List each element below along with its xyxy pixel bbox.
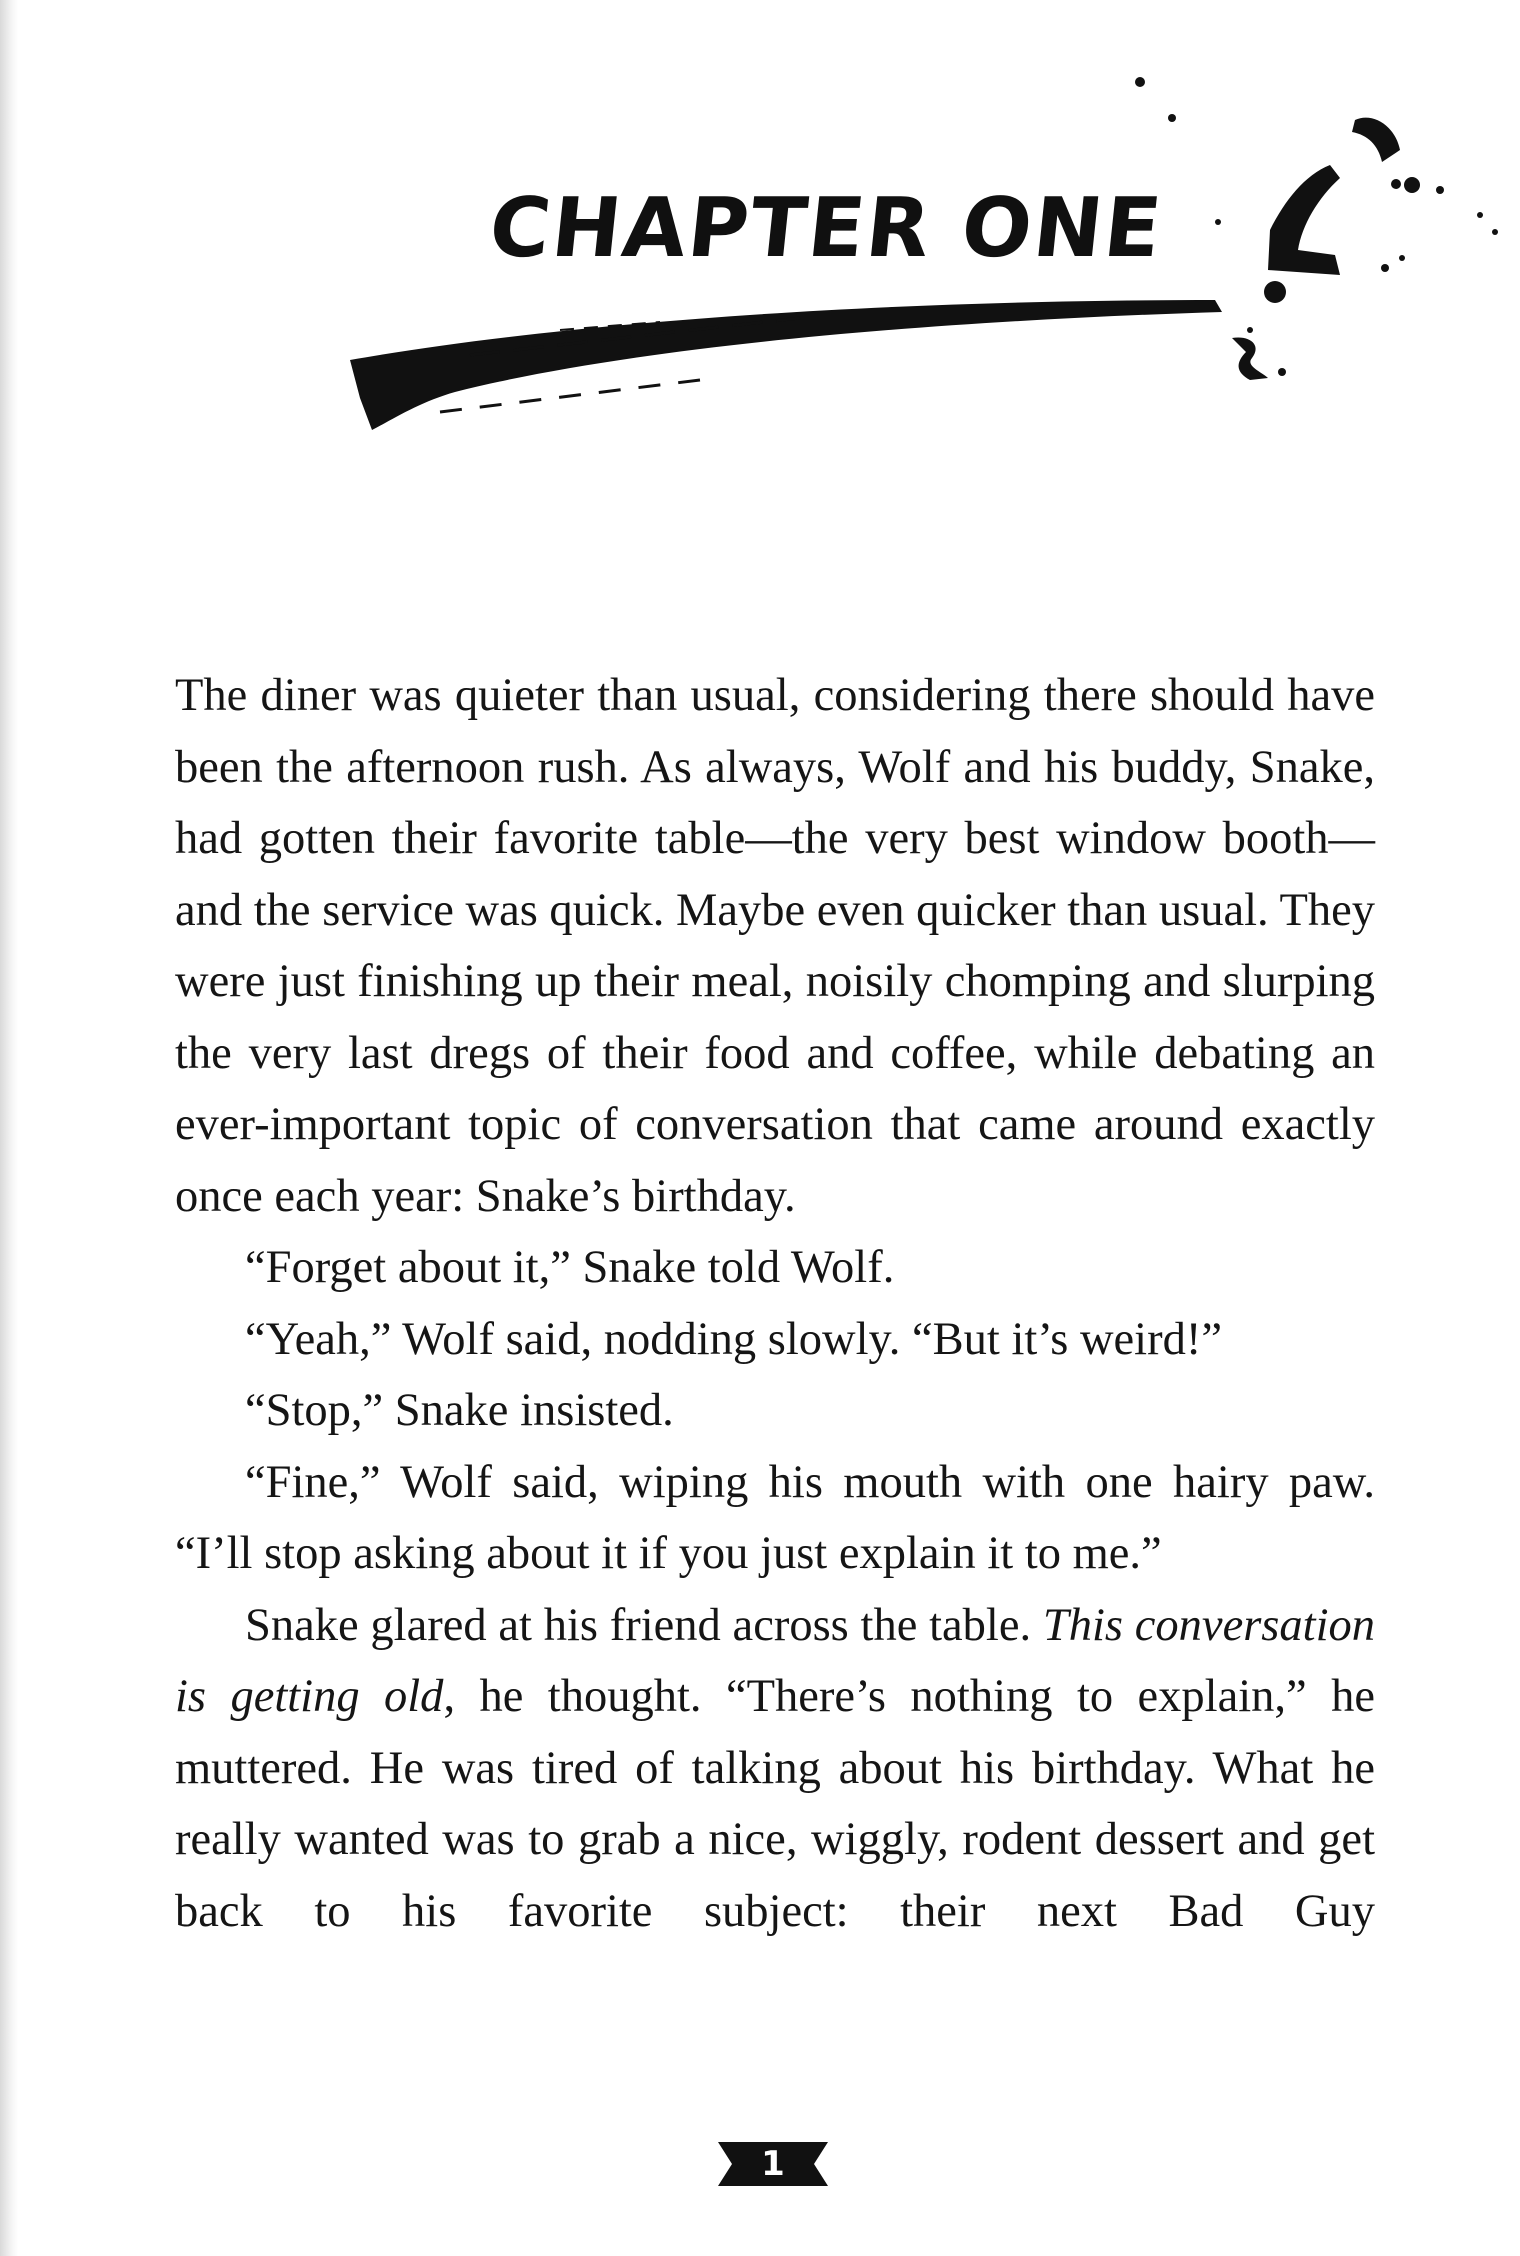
chapter-header [0, 0, 1520, 460]
italic-thought: This conversation is getting old [175, 1599, 1375, 1722]
paragraph: “Fine,” Wolf said, wiping his mouth with one hairy paw. “I’ll stop asking about it if you just explain it to me.” [175, 1456, 1375, 1579]
chapter-title: CHAPTER ONE [485, 181, 1168, 276]
paragraph: The diner was quieter than usual, considering there should have been the afternoon rush. As always, Wolf and his buddy, Snake, had gotten their favorite table—the very best window booth—and the service was quick. Maybe even quicker than usual. They were just finishing up their meal, noisily chomping and slurping the very last dregs of their food and coffee, while debating an ever-important topic of conversation that came around exactly once each year: Snake’s birthday. [175, 670, 1375, 1222]
paragraph [175, 1590, 1375, 1948]
chapter-body-text [175, 660, 1375, 1947]
page-number-badge [718, 2140, 828, 2188]
page-number: 1 [761, 2144, 785, 2184]
paragraph-text: , he thought. “There’s nothing to explain,” he muttered. He was tired of talking about his birthday. What he really wanted was to grab a nice, wiggly, rodent dessert and get back to his favorite subject: their next Bad Guy [175, 1671, 1375, 1937]
paragraph-text: Snake glared at his friend across the table. [245, 1599, 1043, 1651]
paragraph: “Stop,” Snake insisted. [245, 1385, 674, 1436]
paragraph: “Yeah,” Wolf said, nodding slowly. “But it’s weird!” [245, 1313, 1222, 1365]
paragraph: “Forget about it,” Snake told Wolf. [245, 1242, 895, 1293]
